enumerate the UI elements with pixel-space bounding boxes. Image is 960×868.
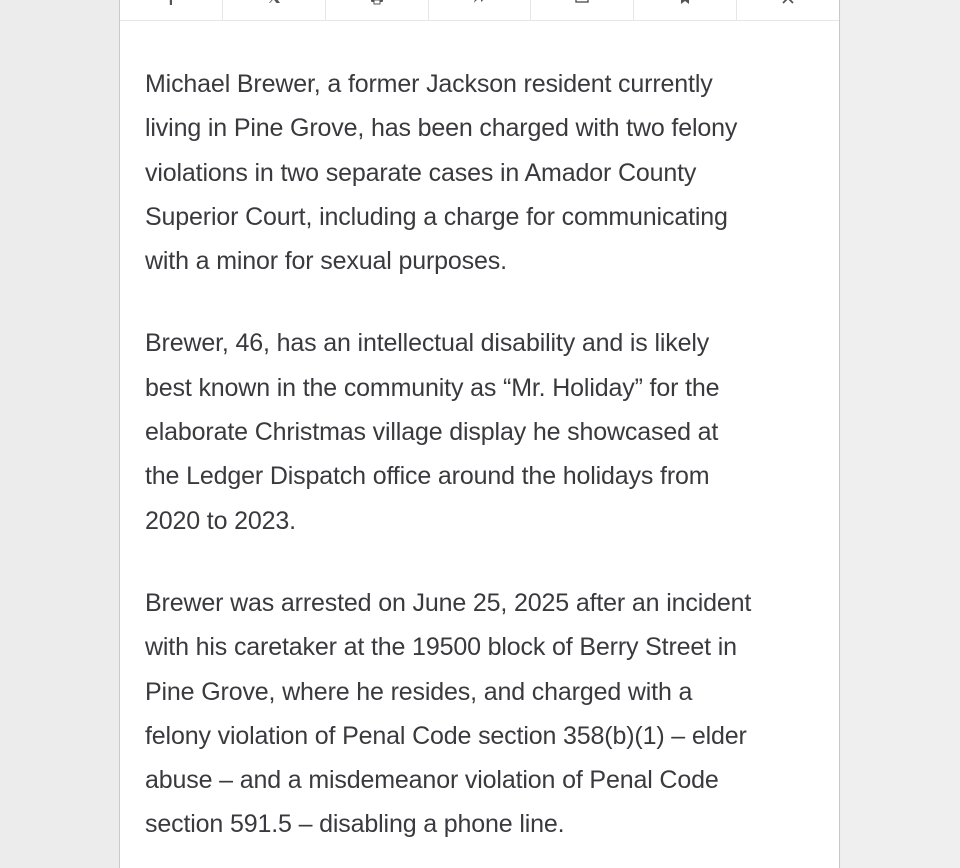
share-email-button[interactable] bbox=[531, 0, 634, 20]
share-forward-button[interactable] bbox=[429, 0, 532, 20]
share-toolbar bbox=[120, 0, 839, 21]
article-body bbox=[145, 62, 825, 868]
article-paragraph: Brewer was arrested on June 25, 2025 after an incident with his caretaker at the 19500 block of Berry Street in Pine Grove, where he resides, and charged with a felony violation of Penal Code section 358(b)(1) – elder abuse – and a misdemeanor violation of Penal Code section 591.5 – disabling a phone line. bbox=[145, 588, 752, 839]
twitter-icon bbox=[267, 0, 281, 5]
page-margin-left bbox=[0, 0, 119, 868]
facebook-icon bbox=[164, 0, 178, 5]
share-bookmark-button[interactable] bbox=[634, 0, 737, 20]
page-margin-right bbox=[842, 0, 960, 868]
article-paragraph: Michael Brewer, a former Jackson resident currently living in Pine Grove, has been charged with two felony violations in two separate cases in Amador County Superior Court, including a charge for communicating with a minor for sexual purposes. bbox=[145, 70, 738, 276]
email-icon bbox=[575, 0, 589, 5]
article-card bbox=[119, 0, 840, 868]
bookmark-icon bbox=[678, 0, 692, 5]
article-paragraph: Brewer, 46, has an intellectual disability and is likely best known in the community as “Mr. Holiday” for the elaborate Christmas village display he showcased at the Ledger Dispatch office around the holidays from 2020 to 2023. bbox=[145, 329, 720, 535]
share-icon bbox=[473, 0, 487, 5]
print-icon bbox=[370, 0, 384, 5]
share-twitter-button[interactable] bbox=[223, 0, 326, 20]
share-facebook-button[interactable] bbox=[120, 0, 223, 20]
close-icon bbox=[781, 0, 795, 5]
share-print-button[interactable] bbox=[326, 0, 429, 20]
share-close-button[interactable] bbox=[737, 0, 839, 20]
